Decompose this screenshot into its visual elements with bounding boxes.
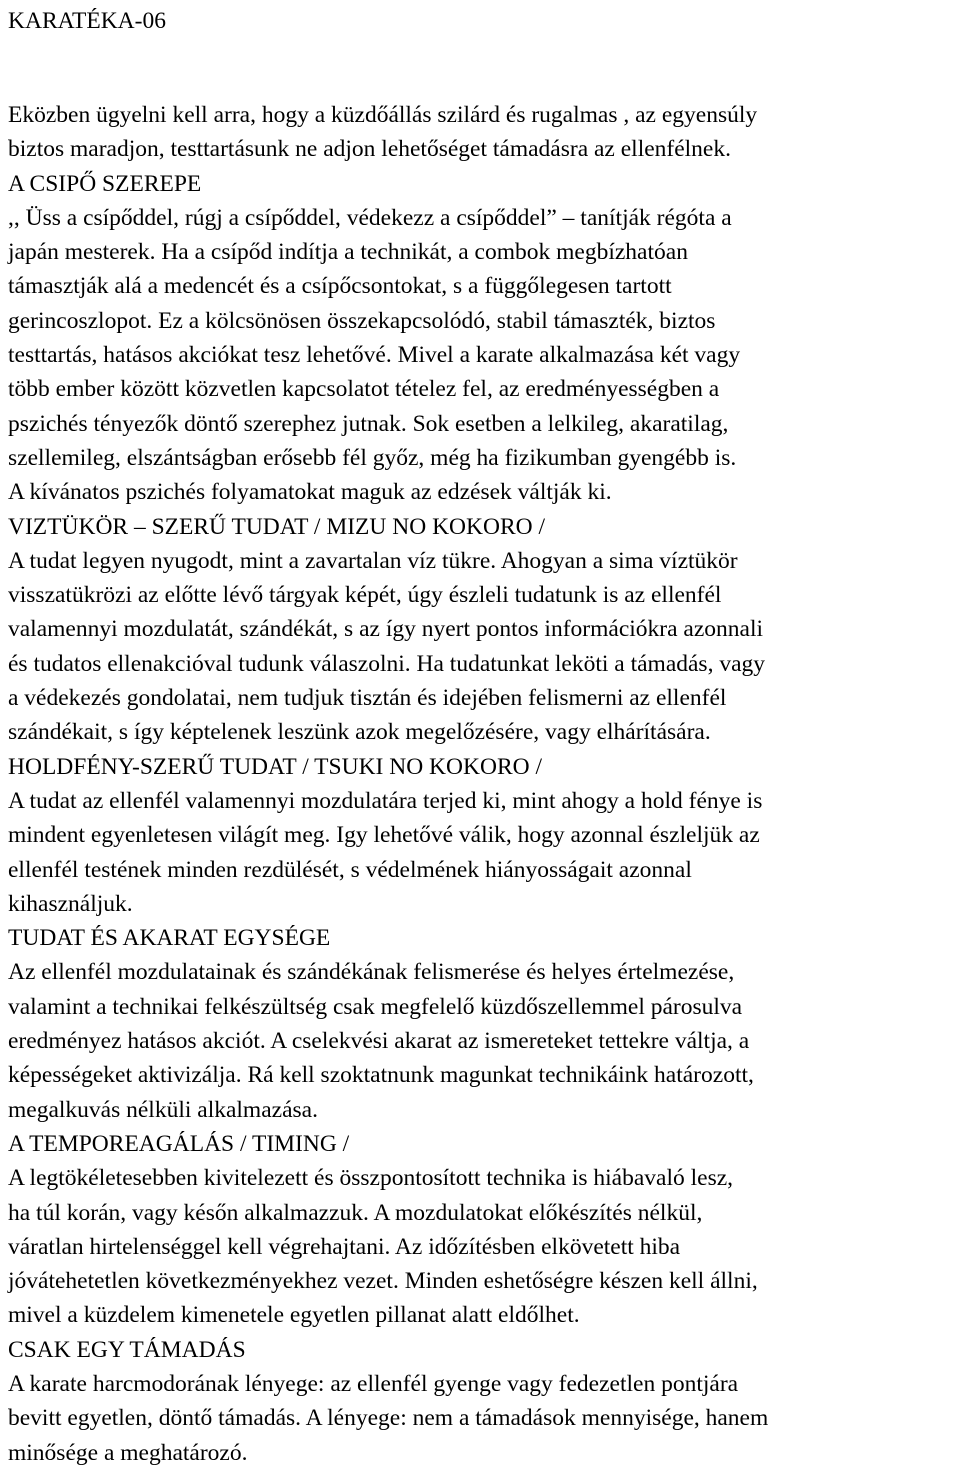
text-line: ,, Üss a csípőddel, rúgj a csípőddel, védekezz a csípőddel” – tanítják régóta a (8, 204, 732, 231)
text-line: ha túl korán, vagy későn alkalmazzuk. A mozdulatokat előkészítés nélkül, (8, 1199, 703, 1226)
section-heading-mizu-no-kokoro: VIZTÜKÖR – SZERŰ TUDAT / MIZU NO KOKORO / (8, 513, 546, 540)
text-line: A tudat legyen nyugodt, mint a zavartalan víz tükre. Ahogyan a sima víztükör (8, 547, 738, 574)
text-line: gerincoszlopot. Ez a kölcsönösen összekapcsolódó, stabil támaszték, biztos (8, 307, 716, 334)
section-heading-csipo: A CSIPŐ SZEREPE (8, 170, 202, 197)
text-line: visszatükrözi az előtte lévő tárgyak képét, úgy észleli tudatunk is az ellenfél (8, 582, 722, 609)
text-line: szándékait, s így képtelenek leszünk azok megelőzésére, vagy elhárítására. (8, 719, 711, 746)
text-line: testtartás, hatásos akciókat tesz lehetővé. Mivel a karate alkalmazása két vagy (8, 342, 741, 369)
text-line: eredményez hatásos akciót. A cselekvési akarat az ismereteket tettekre váltja, a (8, 1028, 750, 1055)
text-line: több ember között közvetlen kapcsolatot tételez fel, az eredményességben a (8, 376, 720, 403)
text-line: A kívánatos pszichés folyamatokat maguk az edzések váltják ki. (8, 479, 612, 506)
text-line: japán mesterek. Ha a csípőd indítja a technikát, a combok megbízhatóan (8, 239, 688, 266)
text-line: és tudatos ellenakcióval tudunk válaszolni. Ha tudatunkat leköti a támadás, vagy (8, 650, 766, 677)
text-line: megalkuvás nélküli alkalmazása. (8, 1096, 318, 1123)
document-title: KARATÉKA-06 (8, 8, 166, 34)
text-line: A tudat az ellenfél valamennyi mozdulatára terjed ki, mint ahogy a hold fénye is (8, 787, 763, 814)
text-line: szellemileg, elszántságban erősebb fél győz, még ha fizikumban gyengébb is. (8, 444, 737, 471)
text-line: A karate harcmodorának lényege: az ellenfél gyenge vagy fedezetlen pontjára (8, 1370, 739, 1397)
section-heading-tudat-es-akarat: TUDAT ÉS AKARAT EGYSÉGE (8, 925, 331, 952)
text-line: kihasználjuk. (8, 890, 133, 917)
text-line: váratlan hirtelenséggel kell végrehajtani. Az időzítésben elkövetett hiba (8, 1233, 681, 1260)
text-line: valamint a technikai felkészültség csak megfelelő küzdőszellemmel párosulva (8, 993, 743, 1020)
section-heading-tsuki-no-kokoro: HOLDFÉNY-SZERŰ TUDAT / TSUKI NO KOKORO / (8, 753, 542, 780)
text-line: pszichés tényezők döntő szerephez jutnak. Sok esetben a lelkileg, akaratilag, (8, 410, 729, 437)
section-heading-csak-egy-tamadas: CSAK EGY TÁMADÁS (8, 1336, 246, 1363)
text-line: a védekezés gondolatai, nem tudjuk tisztán és idejében felismerni az ellenfél (8, 685, 727, 712)
text-line: képességeket aktivizálja. Rá kell szoktatnunk magunkat technikáink határozott, (8, 1062, 754, 1089)
text-line: minősége a meghatározó. (8, 1439, 248, 1466)
text-line: jóvátehetetlen következményekhez vezet. Minden eshetőségre készen kell állni, (8, 1268, 758, 1295)
text-line: valamennyi mozdulatát, szándékát, s az így nyert pontos információkra azonnali (8, 616, 764, 643)
text-line: bevitt egyetlen, döntő támadás. A lényege: nem a támadások mennyisége, hanem (8, 1405, 769, 1432)
text-line: támasztják alá a medencét és a csípőcsontokat, s a függőlegesen tartott (8, 273, 672, 300)
text-line: A legtökéletesebben kivitelezett és összpontosított technika is hiábavaló lesz, (8, 1165, 734, 1192)
section-heading-timing: A TEMPOREAGÁLÁS / TIMING / (8, 1130, 350, 1157)
document-body (8, 98, 953, 1470)
text-line: mivel a küzdelem kimenetele egyetlen pillanat alatt eldőlhet. (8, 1302, 580, 1329)
text-line: ellenfél testének minden rezdülését, s védelmének hiányosságait azonnal (8, 856, 692, 883)
text-line: biztos maradjon, testtartásunk ne adjon lehetőséget támadásra az ellenfélnek. (8, 136, 731, 163)
text-line: mindent egyenletesen világít meg. Igy lehetővé válik, hogy azonnal észleljük az (8, 822, 760, 849)
text-line: Az ellenfél mozdulatainak és szándékának felismerése és helyes értelmezése, (8, 959, 735, 986)
text-line: Eközben ügyelni kell arra, hogy a küzdőállás szilárd és rugalmas , az egyensúly (8, 102, 758, 128)
